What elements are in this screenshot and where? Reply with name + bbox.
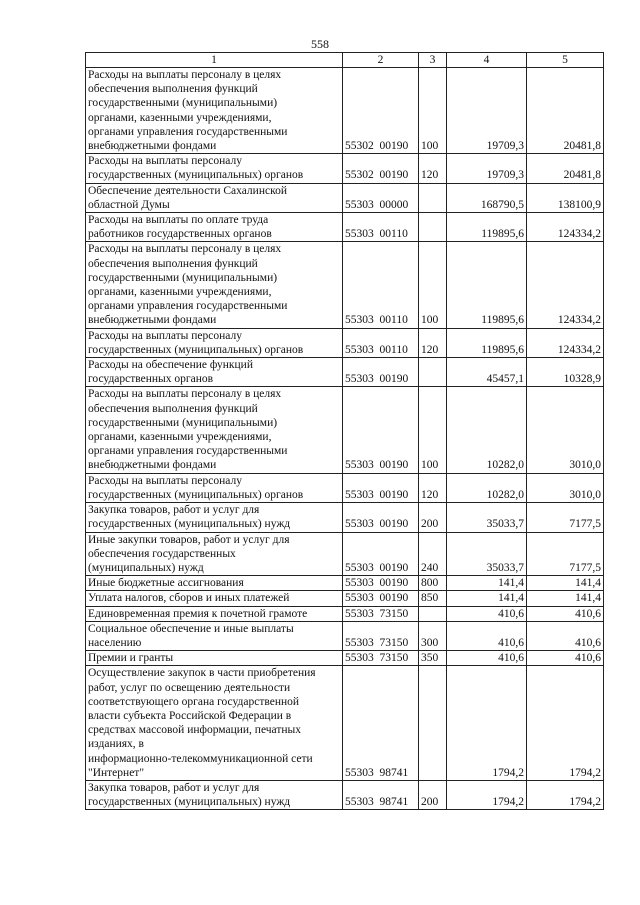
expense-type-cell: 100 [419, 68, 447, 154]
column-header-code: 2 [343, 53, 419, 68]
table-row [86, 532, 604, 576]
amount-col4-cell: 35033,7 [447, 532, 527, 576]
amount-col5-cell: 10328,9 [527, 358, 604, 387]
amount-col4-cell: 19709,3 [447, 154, 527, 183]
expense-name-cell [86, 503, 343, 532]
amount-col5-cell: 124334,2 [527, 328, 604, 357]
expense-name-cell [86, 780, 343, 809]
amount-col4-cell: 410,6 [447, 606, 527, 621]
amount-col4-cell: 45457,1 [447, 358, 527, 387]
expense-type-cell: 120 [419, 154, 447, 183]
column-header-2019: 4 [447, 53, 527, 68]
amount-col5-cell: 7177,5 [527, 503, 604, 532]
expense-name-line: органами, казенными учреждениями, [88, 111, 272, 124]
expense-name-cell [86, 358, 343, 387]
amount-col4-cell: 410,6 [447, 651, 527, 666]
expense-name-line: Иные бюджетные ассигнования [88, 577, 244, 590]
expense-type-cell: 200 [419, 780, 447, 809]
expense-name-line: Закупка товаров, работ и услуг для [88, 504, 260, 517]
budget-code-cell: 55303 73150 [343, 606, 419, 621]
expense-name-line: (муниципальных) нужд [88, 561, 204, 574]
expense-name-line: Уплата налогов, сборов и иных платежей [88, 592, 290, 605]
budget-code-cell: 55303 00190 [343, 473, 419, 502]
amount-col5-cell: 1794,2 [527, 780, 604, 809]
expense-name-cell [86, 591, 343, 606]
budget-code-cell: 55303 73150 [343, 651, 419, 666]
expense-name-line: областной Думы [88, 198, 170, 211]
expense-name-line: Расходы на выплаты по оплате труда [88, 214, 269, 227]
expense-name-line: населению [88, 636, 142, 649]
expense-name-line: органами, казенными учреждениями, [88, 431, 272, 444]
expense-name-cell [86, 666, 343, 781]
amount-col4-cell: 119895,6 [447, 328, 527, 357]
expense-name-cell [86, 387, 343, 473]
expense-type-cell [419, 606, 447, 621]
budget-code-cell: 55303 00110 [343, 242, 419, 328]
expense-type-cell: 120 [419, 473, 447, 502]
amount-col5-cell: 1794,2 [527, 666, 604, 781]
expense-name-line: изданиях, в [88, 738, 144, 751]
expense-type-cell [419, 213, 447, 242]
expense-name-cell [86, 532, 343, 576]
expense-name-line: обеспечения выполнения функций [88, 402, 258, 415]
table-row [86, 68, 604, 154]
budget-code-cell: 55303 98741 [343, 780, 419, 809]
budget-code-cell: 55303 00110 [343, 328, 419, 357]
expense-name-line: Обеспечение деятельности Сахалинской [88, 184, 287, 197]
table-row [86, 621, 604, 650]
expense-name-line: обеспечения выполнения функций [88, 257, 258, 270]
budget-code-cell: 55303 00110 [343, 213, 419, 242]
expense-name-line: информационно-телекоммуникационной сети [88, 752, 313, 765]
amount-col5-cell: 3010,0 [527, 473, 604, 502]
budget-code-cell: 55303 73150 [343, 621, 419, 650]
amount-col4-cell: 141,4 [447, 576, 527, 591]
table-row [86, 780, 604, 809]
expense-name-line: Расходы на выплаты персоналу [88, 474, 242, 487]
amount-col4-cell: 119895,6 [447, 242, 527, 328]
expense-name-line: средствах массовой информации, печатных [88, 724, 302, 737]
expense-name-line: обеспечения государственных [88, 547, 236, 560]
expense-name-line: Закупка товаров, работ и услуг для [88, 781, 260, 794]
expense-name-line: "Интернет" [88, 766, 145, 779]
expense-type-cell: 100 [419, 387, 447, 473]
amount-col4-cell: 141,4 [447, 591, 527, 606]
expense-name-line: государственными (муниципальными) [88, 97, 278, 110]
budget-code-cell: 55303 00190 [343, 387, 419, 473]
amount-col4-cell: 410,6 [447, 621, 527, 650]
budget-code-cell: 55303 00190 [343, 576, 419, 591]
expense-name-line: органами управления государственными [88, 445, 288, 458]
expense-name-cell [86, 621, 343, 650]
column-header-2020: 5 [527, 53, 604, 68]
expense-name-line: работ, услуг по освещению деятельности [88, 681, 291, 694]
amount-col4-cell: 119895,6 [447, 213, 527, 242]
expense-type-cell [419, 183, 447, 212]
expense-name-line: государственных (муниципальных) органов [88, 488, 304, 501]
amount-col4-cell: 1794,2 [447, 780, 527, 809]
expense-type-cell: 350 [419, 651, 447, 666]
expense-name-cell [86, 328, 343, 357]
expense-name-line: Расходы на обеспечение функций [88, 359, 253, 372]
expense-name-line: государственных (муниципальных) органов [88, 343, 304, 356]
expense-name-cell [86, 242, 343, 328]
expense-type-cell [419, 666, 447, 781]
table-row [86, 387, 604, 473]
budget-code-cell: 55303 00190 [343, 503, 419, 532]
expense-name-line: органами управления государственными [88, 125, 288, 138]
table-row [86, 591, 604, 606]
expense-name-cell [86, 183, 343, 212]
amount-col5-cell: 138100,9 [527, 183, 604, 212]
budget-code-cell: 55303 00190 [343, 358, 419, 387]
amount-col5-cell: 20481,8 [527, 68, 604, 154]
budget-code-cell: 55303 00190 [343, 591, 419, 606]
amount-col4-cell: 35033,7 [447, 503, 527, 532]
amount-col5-cell: 410,6 [527, 606, 604, 621]
expense-type-cell: 240 [419, 532, 447, 576]
budget-table [85, 52, 604, 810]
table-row [86, 576, 604, 591]
column-header-type: 3 [419, 53, 447, 68]
amount-col5-cell: 20481,8 [527, 154, 604, 183]
expense-name-line: внебюджетными фондами [88, 314, 217, 327]
expense-name-line: Осуществление закупок в части приобретения [88, 667, 316, 680]
amount-col4-cell: 1794,2 [447, 666, 527, 781]
amount-col5-cell: 124334,2 [527, 213, 604, 242]
amount-col5-cell: 124334,2 [527, 242, 604, 328]
expense-name-cell [86, 651, 343, 666]
expense-name-cell [86, 213, 343, 242]
expense-name-line: государственными (муниципальными) [88, 416, 278, 429]
amount-col5-cell: 7177,5 [527, 532, 604, 576]
amount-col5-cell: 141,4 [527, 576, 604, 591]
expense-name-line: соответствующего органа государственной [88, 695, 300, 708]
expense-name-cell [86, 576, 343, 591]
expense-type-cell: 850 [419, 591, 447, 606]
table-row [86, 242, 604, 328]
amount-col4-cell: 10282,0 [447, 473, 527, 502]
expense-name-cell [86, 606, 343, 621]
expense-type-cell: 120 [419, 328, 447, 357]
expense-name-line: государственных (муниципальных) нужд [88, 518, 291, 531]
budget-code-cell: 55302 00190 [343, 154, 419, 183]
table-row [86, 358, 604, 387]
expense-name-line: Единовременная премия к почетной грамоте [88, 607, 308, 620]
expense-name-line: внебюджетными фондами [88, 140, 217, 153]
amount-col5-cell: 410,6 [527, 651, 604, 666]
expense-name-line: Социальное обеспечение и иные выплаты [88, 622, 294, 635]
expense-name-line: Расходы на выплаты персоналу в целях [88, 388, 282, 401]
expense-name-line: Премии и гранты [88, 652, 174, 665]
column-header-name: 1 [86, 53, 343, 68]
table-row [86, 651, 604, 666]
column-header-row [86, 53, 604, 68]
amount-col4-cell: 19709,3 [447, 68, 527, 154]
table-row [86, 213, 604, 242]
expense-name-line: государственных (муниципальных) органов [88, 169, 304, 182]
table-row [86, 666, 604, 781]
expense-name-line: Расходы на выплаты персоналу [88, 329, 242, 342]
expense-type-cell: 300 [419, 621, 447, 650]
expense-name-cell [86, 154, 343, 183]
expense-type-cell: 100 [419, 242, 447, 328]
expense-name-line: власти субъекта Российской Федерации в [88, 709, 292, 722]
table-row [86, 606, 604, 621]
amount-col5-cell: 3010,0 [527, 387, 604, 473]
table-body [86, 68, 604, 810]
expense-name-line: Расходы на выплаты персоналу в целях [88, 69, 282, 81]
expense-name-line: органами управления государственными [88, 300, 288, 313]
budget-code-cell: 55303 00190 [343, 532, 419, 576]
expense-name-line: государственных (муниципальных) нужд [88, 796, 291, 809]
expense-name-line: государственными (муниципальными) [88, 271, 278, 284]
table-row [86, 154, 604, 183]
table-row [86, 503, 604, 532]
expense-name-cell [86, 473, 343, 502]
amount-col4-cell: 10282,0 [447, 387, 527, 473]
budget-code-cell: 55302 00190 [343, 68, 419, 154]
table-row [86, 473, 604, 502]
expense-name-line: Расходы на выплаты персоналу [88, 155, 242, 168]
table-row [86, 183, 604, 212]
budget-code-cell: 55303 98741 [343, 666, 419, 781]
table-row [86, 328, 604, 357]
expense-name-line: Расходы на выплаты персоналу в целях [88, 243, 282, 256]
budget-code-cell: 55303 00000 [343, 183, 419, 212]
amount-col4-cell: 168790,5 [447, 183, 527, 212]
amount-col5-cell: 410,6 [527, 621, 604, 650]
expense-name-line: государственных органов [88, 373, 214, 386]
amount-col5-cell: 141,4 [527, 591, 604, 606]
expense-name-line: работников государственных органов [88, 228, 272, 241]
expense-name-line: Иные закупки товаров, работ и услуг для [88, 533, 290, 546]
expense-type-cell: 200 [419, 503, 447, 532]
expense-type-cell [419, 358, 447, 387]
expense-type-cell: 800 [419, 576, 447, 591]
expense-name-line: органами, казенными учреждениями, [88, 286, 272, 299]
page-number: 558 [311, 37, 329, 51]
expense-name-line: обеспечения выполнения функций [88, 83, 258, 96]
expense-name-line: внебюджетными фондами [88, 459, 217, 472]
expense-name-cell [86, 68, 343, 154]
